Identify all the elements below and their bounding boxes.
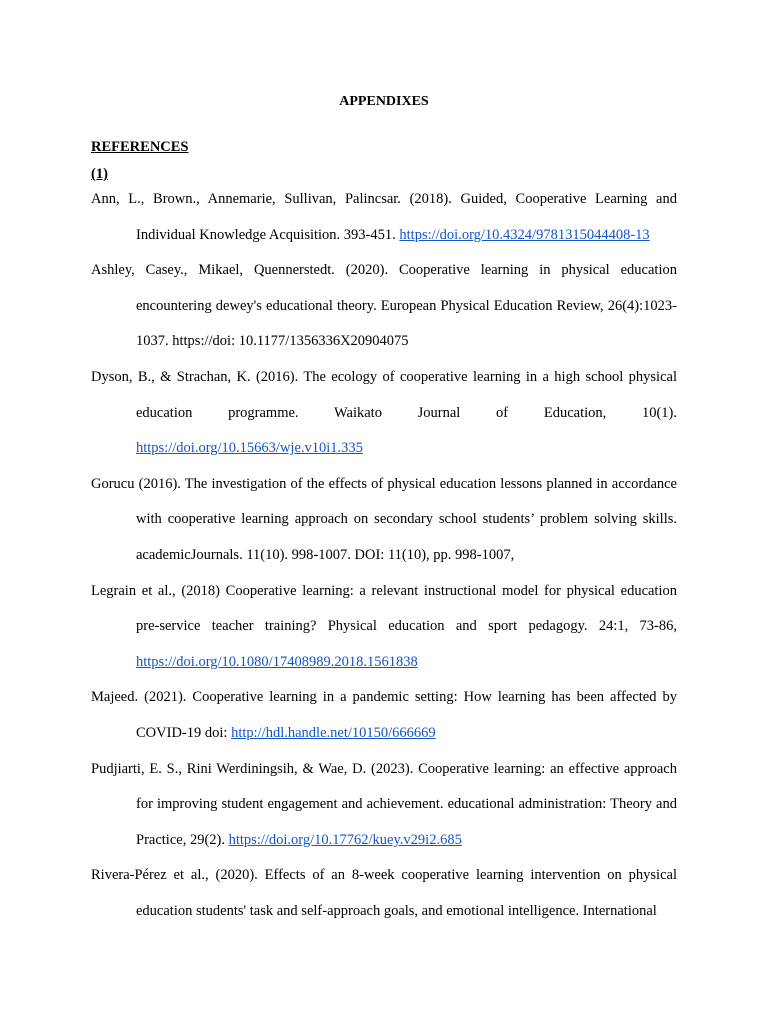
reference-entry	[91, 182, 677, 253]
reference-link[interactable]: http://hdl.handle.net/10150/666669	[231, 724, 436, 741]
reference-text: Pudjiarti, E. S., Rini Werdiningsih, & Wae, D. (2023). Cooperative learning: an effective approach for improving student engagement and achievement. educational administration: Theory and Practice, 29(2).	[91, 760, 677, 848]
section-heading: REFERENCES	[91, 139, 189, 155]
reference-entry	[91, 858, 677, 929]
reference-entry	[91, 680, 677, 751]
reference-text: Rivera-Pérez et al., (2020). Effects of an 8-week cooperative learning intervention on physical education students' task and self-approach goals, and emotional intelligence. International	[91, 867, 677, 919]
reference-entry	[91, 360, 677, 467]
reference-entry	[91, 574, 677, 681]
reference-text: Ashley, Casey., Mikael, Quennerstedt. (2020). Cooperative learning in physical education encountering dewey's educational theory. European Physical Education Review, 26(4):1023-1037. https://doi: 10.1177/1356336X20904075	[91, 262, 677, 350]
reference-text: Ann, L., Brown., Annemarie, Sullivan, Palincsar. (2018). Guided, Cooperative Learning and Individual Knowledge Acquisition. 393-451.	[91, 191, 677, 243]
reference-link[interactable]: https://doi.org/10.17762/kuey.v29i2.685	[228, 831, 462, 848]
reference-text: Dyson, B., & Strachan, K. (2016). The ecology of cooperative learning in a high school physical education programme. Waikato Journal of Education, 10(1).	[91, 368, 677, 421]
reference-text: Legrain et al., (2018) Cooperative learning: a relevant instructional model for physical education pre-service teacher training? Physical education and sport pedagogy. 24:1, 73-86,	[91, 582, 677, 635]
reference-entry	[91, 253, 677, 360]
reference-link[interactable]: https://doi.org/10.1080/17408989.2018.1561838	[136, 653, 418, 670]
section-subheading: (1)	[91, 166, 108, 182]
reference-entry	[91, 467, 677, 574]
reference-entry	[91, 752, 677, 859]
reference-link[interactable]: https://doi.org/10.4324/9781315044408-13	[399, 226, 650, 243]
reference-text: Gorucu (2016). The investigation of the effects of physical education lessons planned in accordance with cooperative learning approach on secondary school students’ problem solving skills. academicJournals. 11(10). 998-1007. DOI: 11(10), pp. 998-1007,	[91, 475, 677, 563]
page-title: APPENDIXES	[339, 94, 429, 109]
reference-text: Majeed. (2021). Cooperative learning in a pandemic setting: How learning has been affected by COVID-19 doi:	[91, 689, 677, 741]
reference-link[interactable]: https://doi.org/10.15663/wje.v10i1.335	[136, 440, 363, 457]
reference-list	[91, 182, 677, 929]
